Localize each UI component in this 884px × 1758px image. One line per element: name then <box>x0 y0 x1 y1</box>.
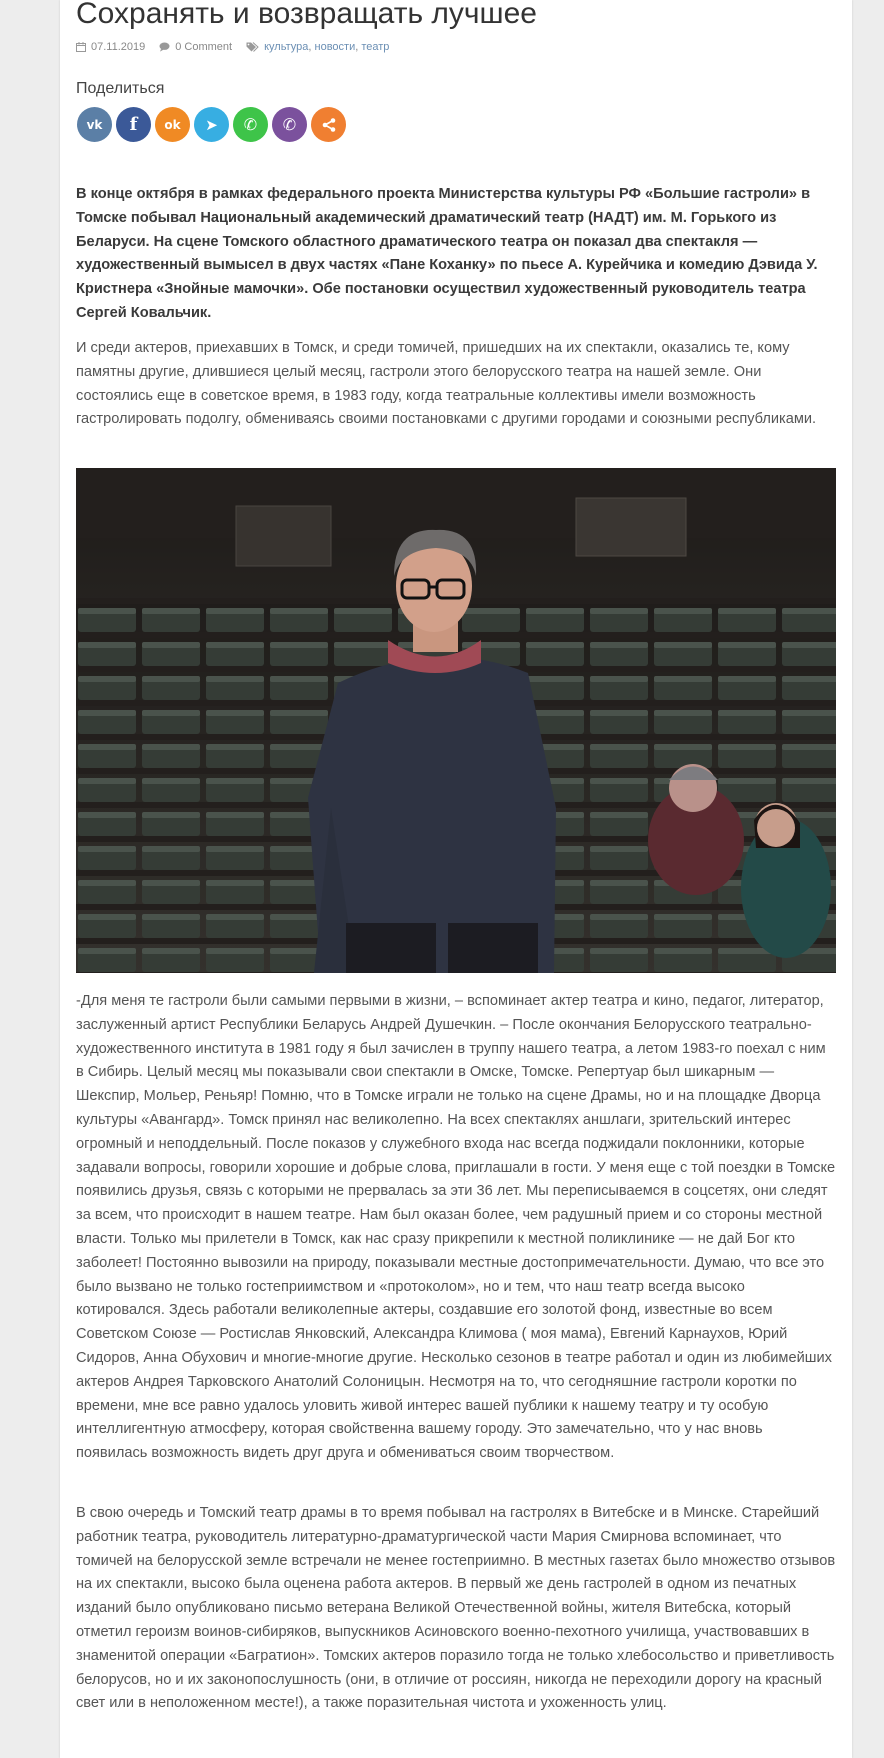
tag-separator: , <box>355 41 362 53</box>
post-meta <box>76 41 403 53</box>
comment-icon <box>159 42 170 52</box>
page-title: Сохранять и возвращать лучшее <box>76 0 537 30</box>
post-tags <box>246 41 389 53</box>
share-vk-button[interactable] <box>77 107 112 142</box>
whatsapp-icon: ✆ <box>243 115 258 134</box>
theatre-photo-illustration <box>76 468 836 973</box>
post-comments-text: 0 Comment <box>175 41 233 53</box>
share-facebook-button[interactable] <box>116 107 151 142</box>
article-paragraph-1: И среди актеров, приехавших в Томск, и среди томичей, пришедших на их спектакли, оказались те, кому памятны другие, длившиеся целый месяц, гастроли этого белорусского театра на нашей земле. Они состоялись еще в советское время, в 1983 году, когда театральные коллективы имели возможность гастролировать подолгу, обмениваясь своими постановками с другими городами и союзными республиками. <box>76 340 817 428</box>
share-odnoklassniki-button[interactable] <box>155 107 190 142</box>
calendar-icon <box>76 42 86 52</box>
article-card <box>60 0 852 1758</box>
article-paragraph-3: В свою очередь и Томский театр драмы в то время побывал на гастролях в Витебске и в Минске. Старейший работник театра, руководитель литературно-драматургической части Мария Смирнова вспоминает, что томичей на белорусской земле встречали не менее гостеприимно. В местных газетах было множество отзывов на их спектакли, высоко была оценена работа актеров. В первый же день гастролей в одном из печатных изданий было опубликовано письмо ветерана Великой Отечественной войны, жителя Витебска, который отметил героизм воинов-сибиряков, выпускников Асиновского военно-пехотного училища, участвовавших в знаменитой операции «Багратион». Томских актеров поразило тогда не только хлебосольство и приветливость белорусов, но и их законопослушность (они, в отличие от россиян, никогда не переходили дорогу на красный свет или в неположенном месте!), а также поразительная чистота и ухоженность улиц. <box>76 1505 836 1712</box>
post-comments-link[interactable] <box>159 41 232 53</box>
tag-link-culture[interactable]: культура <box>264 41 309 53</box>
facebook-icon: f <box>129 114 138 135</box>
share-buttons <box>77 107 346 142</box>
article-lead: В конце октября в рамках федерального проекта Министерства культуры РФ «Большие гастроли» в Томске побывал Национальный академический драматический театр (НАДТ) им. М. Горького из Беларуси. На сцене Томского областного драматического театра он показал два спектакля — художественный вымысел в двух частях «Пане Коханку» по пьесе А. Курейчика и комедию Дэвида У. Кристнера «Знойные мамочки». Обе постановки осуществил художественный руководитель театра Сергей Ковальчик. <box>76 186 818 321</box>
tag-link-theatre[interactable]: театр <box>361 41 390 53</box>
tag-separator: , <box>308 41 315 53</box>
share-more-button[interactable] <box>311 107 346 142</box>
post-date-text: 07.11.2019 <box>91 41 146 53</box>
share-whatsapp-button[interactable] <box>233 107 268 142</box>
tag-link-news[interactable]: новости <box>314 41 356 53</box>
article-photo <box>76 468 836 973</box>
share-heading: Поделиться <box>76 80 165 97</box>
tags-icon <box>246 42 259 52</box>
share-icon <box>321 117 337 133</box>
share-viber-button[interactable] <box>272 107 307 142</box>
viber-icon: ✆ <box>282 115 297 134</box>
telegram-icon: ➤ <box>205 115 218 134</box>
vk-icon: vk <box>86 117 103 132</box>
article-paragraph-2: -Для меня те гастроли были самыми первыми в жизни, – вспоминает актер театра и кино, педагог, литератор, заслуженный артист Республики Беларусь Андрей Душечкин. – После окончания Белорусского театрально-художественного института в 1981 году я был зачислен в труппу нашего театра, а летом 1983-го поехал с ним в Сибирь. Целый месяц мы показывали свои спектакли в Омске, Томске. Репертуар был шикарным — Шекспир, Мольер, Реньяр! Помню, что в Томске играли не только на сцене Драмы, но и на площадке Дворца культуры «Авангард». Томск принял нас великолепно. На всех спектаклях аншлаги, зрительский интерес огромный и неподдельный. После показов у служебного входа нас всегда поджидали поклонники, которые задавали вопросы, говорили хорошие и добрые слова, приглашали в гости. У меня еще с той поездки в Томске появились друзья, связь с которыми не прервалась за эти 36 лет. Мы переписываемся в соцсетях, они следят за всем, что происходит в нашем театре. Нам был оказан более, чем радушный прием и со стороны местной власти. Только мы прилетели в Томск, как нас сразу прикрепили к местной поликлинике — не дай Бог кто заболеет! Постоянно вывозили на природу, показывали местные достопримечательности. Думаю, что все это было вызвано не только гостеприимством и «протоколом», но и тем, что наш театр всегда высоко котировался. Здесь работали великолепные актеры, создавшие его золотой фонд, известные во всем Советском Союзе — Ростислав Янковский, Александра Климова ( моя мама), Евгений Карнаухов, Юрий Сидоров, Анна Обухович и многие-многие другие. Несколько сезонов в театре работал и один из любимейших актеров Андрея Тарковского Анатолий Солоницын. Несмотря на то, что сегодняшние гастроли коротки по времени, мне все равно удалось уловить живой интерес вашей публики к нашему театру и ту особую интеллигентную атмосферу, которая свойственна вашему городу. Это замечательно, что у нас вновь появилась возможность видеть друг друга и обмениваться своим творчеством. <box>76 993 836 1462</box>
post-date[interactable] <box>76 41 145 53</box>
odnoklassniki-icon: ok <box>164 117 181 132</box>
share-telegram-button[interactable] <box>194 107 229 142</box>
